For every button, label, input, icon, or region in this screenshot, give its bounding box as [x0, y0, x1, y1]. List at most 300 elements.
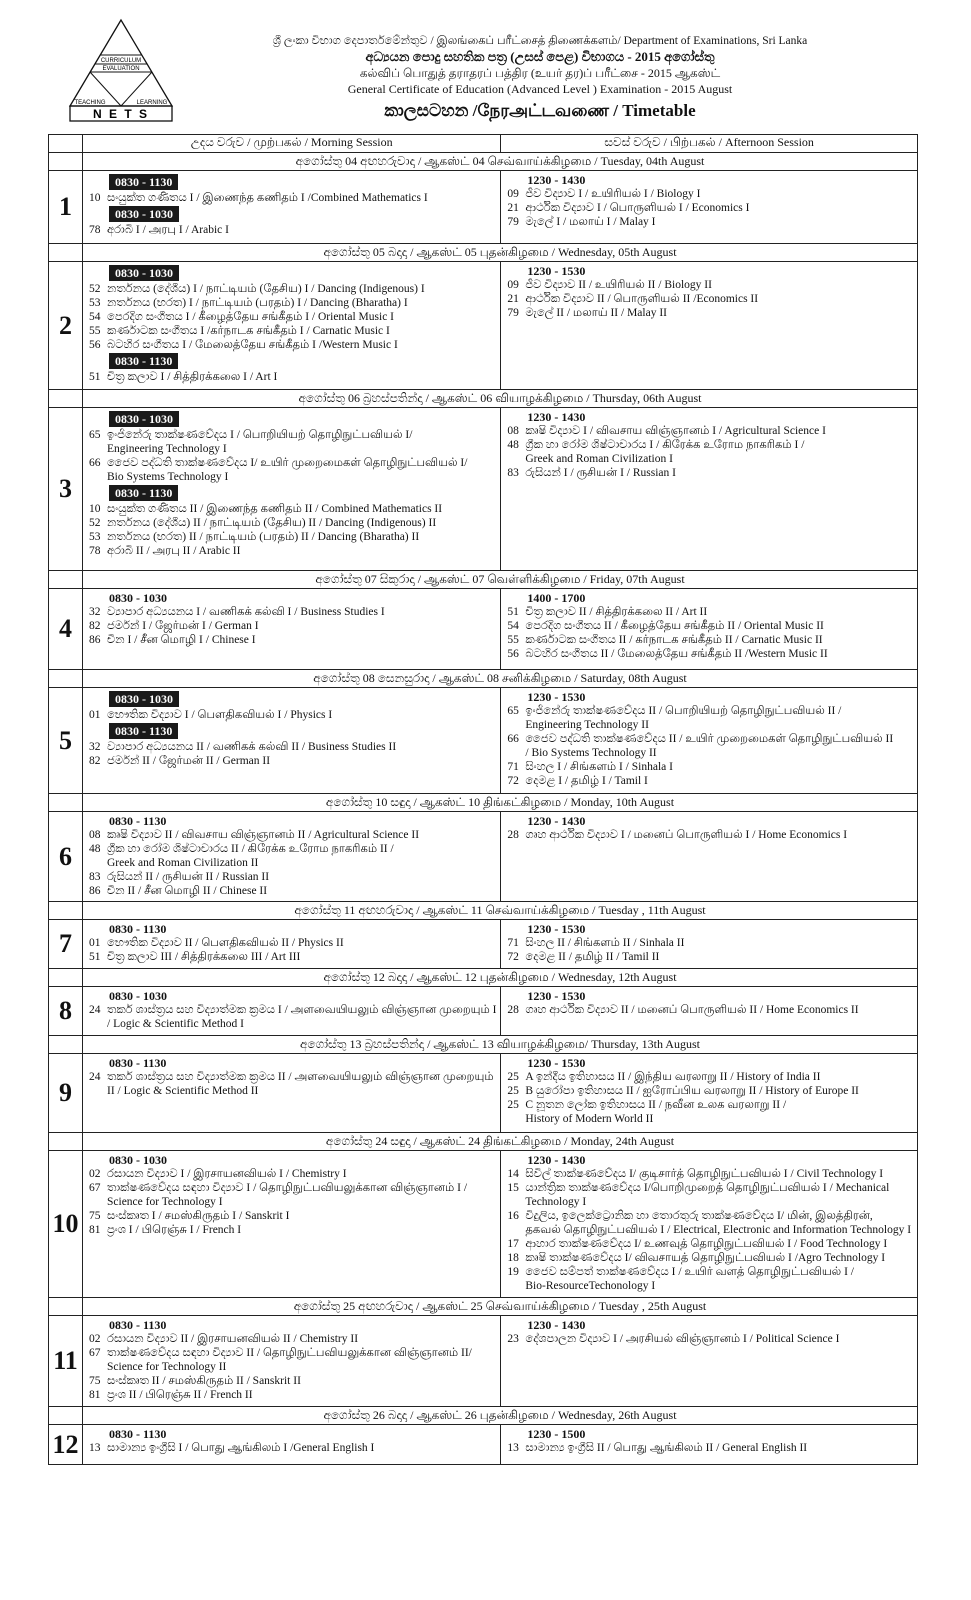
afternoon-session-content: [501, 171, 917, 231]
subject-code: 56: [89, 339, 101, 351]
subject-name: චිත්‍ර කලාව II / சித்திரக்கலை II / Art II: [525, 606, 708, 618]
subject-name: භෞතික විද්‍යාව I / பௌதிகவியல் I / Physics I: [107, 709, 333, 721]
subject-code: 67: [89, 1182, 101, 1194]
subject-name: ගෘහ ආර්ථික විද්‍යාව II / மனைப் பொருளியல் II / Home Economics II: [525, 1004, 859, 1016]
subject-item: [501, 1332, 915, 1346]
afternoon-session-content: [501, 688, 917, 790]
date-row: [49, 670, 918, 688]
afternoon-session-cell: [501, 589, 918, 670]
subject-code: 71: [507, 937, 519, 949]
subject-name: ග්‍රීක හා රෝම ශිෂ්ටාචාරය I / கிரேக்க உரோம நாகரிகம் I /: [525, 439, 805, 451]
blank-cell: [49, 902, 83, 920]
subject-item: [83, 1084, 498, 1098]
morning-session-content: [83, 1425, 500, 1457]
morning-session-header: උදය වරුව / முற்பகல் / Morning Session: [83, 135, 501, 153]
subject-name: සංයුක්ත ගණිතය II / இணைந்த கணிதம் II / Combined Mathematics II: [107, 503, 443, 515]
exam-date: අගෝස්තු 10 සඳුදා / ஆகஸ்ட் 10 திங்கட்கிழமை / Monday, 10th August: [83, 794, 918, 812]
subject-code: 82: [89, 755, 101, 767]
session-time-wrap: [83, 410, 498, 428]
subject-code: 71: [507, 761, 519, 773]
subject-name: රුසියන් I / ருசியன் I / Russian I: [525, 467, 676, 479]
date-row: [49, 969, 918, 987]
morning-session-content: [83, 1054, 500, 1100]
blank-cell: [49, 1036, 83, 1054]
session-time: 0830 - 1030: [109, 265, 179, 281]
session-time: 1230 - 1500: [527, 1427, 586, 1441]
subject-name: සංයුක්ත ගණිතය I / இணைந்த கணிதம் I /Combined Mathematics I: [107, 192, 428, 204]
subject-name: ජර්මන් I / ஜேர்மன் I / German I: [107, 620, 259, 632]
afternoon-session-content: [501, 589, 917, 663]
subject-item: [83, 502, 498, 516]
subject-item: [501, 1265, 915, 1279]
afternoon-session-content: [501, 1054, 917, 1128]
session-time: 1230 - 1430: [527, 173, 586, 187]
subject-code: 09: [507, 188, 519, 200]
afternoon-session-content: [501, 408, 917, 482]
subject-name: ව්‍යාපාර අධ්‍යයනය I / வணிகக் கல்வி I / Business Studies I: [107, 606, 385, 618]
subject-code: 55: [507, 634, 519, 646]
morning-session-content: [83, 920, 500, 966]
blank-cell: [49, 1407, 83, 1425]
exam-day-row: [49, 1316, 918, 1407]
subject-code: 81: [89, 1224, 101, 1236]
blank-cell: [49, 670, 83, 688]
subject-name: දේශපාලන විද්‍යාව I / அரசியல் விஞ்ஞானம் I / Political Science I: [525, 1333, 840, 1345]
subject-code: 52: [89, 517, 101, 529]
blank-cell: [49, 571, 83, 589]
subject-name: කර්ණාටක සංගීතය I /கர்நாடக சங்கீதம் I / Carnatic Music I: [107, 325, 390, 337]
subject-name: රසායන විද්‍යාව I / இரசாயனவியல் I / Chemistry I: [107, 1168, 347, 1180]
afternoon-session-cell: [501, 408, 918, 571]
subject-name: Technology I: [525, 1196, 587, 1208]
subject-item: [501, 1070, 915, 1084]
day-number: 7: [49, 920, 83, 969]
session-time-wrap: [83, 205, 498, 223]
session-time: 0830 - 1130: [109, 1056, 167, 1070]
subject-name: නර්තනය (භරත) II / நாட்டியம் (பரதம்) II / Dancing (Bharatha) II: [107, 531, 420, 543]
subject-item: [501, 1112, 915, 1126]
exam-day-row: [49, 812, 918, 902]
subject-item: [83, 842, 498, 856]
exam-day-row: [49, 1054, 918, 1133]
morning-session-cell: [83, 1151, 501, 1298]
subject-code: 66: [89, 457, 101, 469]
subject-item: [83, 428, 498, 442]
exam-date: අගෝස්තු 12 බදාදා / ஆகஸ்ட் 12 புதன்கிழமை / Wednesday, 12th August: [83, 969, 918, 987]
subject-item: [501, 1098, 915, 1112]
subject-code: 51: [89, 371, 101, 383]
subject-item: [501, 201, 915, 215]
subject-name: ආර්ථික විද්‍යාව II / பொருளியல் II /Economics II: [525, 293, 759, 305]
afternoon-session-cell: [501, 1151, 918, 1298]
subject-name: පෙරදිග සංගීතය I / கீழைத்தேய சங்கீதம் I / Oriental Music I: [107, 311, 395, 323]
subject-code: 51: [507, 606, 519, 618]
subject-item: [83, 1181, 498, 1195]
subject-code: 82: [89, 620, 101, 632]
subject-code: 55: [89, 325, 101, 337]
date-row: [49, 1407, 918, 1425]
session-time: 1230 - 1530: [527, 690, 586, 704]
session-time: 0830 - 1130: [109, 1318, 167, 1332]
morning-session-cell: [83, 688, 501, 794]
subject-code: 86: [89, 634, 101, 646]
subject-code: 10: [89, 503, 101, 515]
subject-name: Bio Systems Technology I: [107, 471, 229, 483]
session-time: 0830 - 1130: [109, 1427, 167, 1441]
exam-date: අගෝස්තු 25 අඟහරුවාදා / ஆகஸ்ட் 25 செவ்வாய்க்கிழமை / Tuesday , 25th August: [83, 1298, 918, 1316]
session-time-wrap: [83, 173, 498, 191]
blank-cell: [49, 969, 83, 987]
exam-day-row: [49, 408, 918, 571]
subject-name: බටහිර සංගීතය II / மேலைத்தேய சங்கீதம் II /Western Music II: [525, 648, 828, 660]
subject-item: [83, 1374, 498, 1388]
session-time: 0830 - 1130: [109, 814, 167, 828]
subject-item: [501, 292, 915, 306]
subject-code: 72: [507, 775, 519, 787]
subject-name: ආර්ථික විද්‍යාව I / பொருளியல் I / Economics I: [525, 202, 750, 214]
subject-name: රුසියන් II / ருசியன் II / Russian II: [107, 871, 270, 883]
subject-name: සාමාන්‍ය ඉංග්‍රීසි II / பொது ஆங்கிலம் II / General English II: [525, 1442, 808, 1454]
subject-name: සිංහල I / சிங்களம் I / Sinhala I: [525, 761, 673, 773]
subject-item: [83, 828, 498, 842]
subject-name: ජෛව පද්ධති තාක්ෂණවේදය II / உயிர் முறைமைகள் தொழிநுட்பவியல் II: [525, 733, 894, 745]
subject-item: [83, 1003, 498, 1017]
subject-code: 72: [507, 951, 519, 963]
afternoon-session-content: [501, 1425, 917, 1457]
timetable-title: කාලසටහන /நேரஅட்டவணை / Timetable: [384, 101, 696, 120]
subject-code: 25: [507, 1099, 519, 1111]
afternoon-session-content: [501, 812, 917, 844]
day-number: 8: [49, 987, 83, 1036]
subject-code: 28: [507, 1004, 519, 1016]
subject-name: චීන II / சீன மொழி II / Chinese II: [107, 885, 268, 897]
session-time: 1400 - 1700: [527, 591, 586, 605]
subject-item: [83, 754, 498, 768]
subject-code: 83: [89, 871, 101, 883]
svg-text:LEARNING: LEARNING: [136, 100, 168, 106]
subject-code: 18: [507, 1252, 519, 1264]
subject-name: ව්‍යාපාර අධ්‍යයනය II / வணிகக் கல்வி II / Business Studies II: [107, 741, 397, 753]
session-time: 1230 - 1430: [527, 1153, 586, 1167]
morning-session-cell: [83, 1425, 501, 1465]
subject-name: රසායන විද්‍යාව II / இரசாயனவியல் II / Chemistry II: [107, 1333, 359, 1345]
subject-code: 81: [89, 1389, 101, 1401]
subject-name: A ඉන්දීය ඉතිහාසය II / இந்திய வரலாறு II / History of India II: [525, 1071, 821, 1083]
exam-day-row: [49, 1425, 918, 1465]
subject-item: [501, 1279, 915, 1293]
subject-code: 14: [507, 1168, 519, 1180]
subject-code: 78: [89, 545, 101, 557]
subject-item: [501, 1209, 915, 1223]
date-row: [49, 153, 918, 171]
subject-name: කෘෂි තාක්ෂණවේදය I/ விவசாயத் தொழிநுட்பவியல் I /Agro Technology I: [525, 1252, 886, 1264]
subject-code: 56: [507, 648, 519, 660]
subject-code: 21: [507, 293, 519, 305]
exam-day-row: [49, 589, 918, 670]
subject-item: [83, 1167, 498, 1181]
subject-code: 01: [89, 937, 101, 949]
subject-code: 25: [507, 1085, 519, 1097]
afternoon-session-cell: [501, 812, 918, 902]
subject-item: [501, 605, 915, 619]
subject-name: ඉංජිනේරු තාක්ෂණවේදය II / பொறியியற் தொழிநுட்பவியல் II /: [525, 705, 842, 717]
subject-item: [501, 1223, 915, 1237]
morning-session-content: [83, 262, 500, 386]
subject-item: [501, 466, 915, 480]
subject-item: [501, 746, 915, 760]
subject-code: 86: [89, 885, 101, 897]
subject-name: චිත්‍ර කලාව III / சித்திரக்கலை III / Art III: [107, 951, 301, 963]
subject-name: දෙමළ II / தமிழ் II / Tamil II: [525, 951, 660, 963]
morning-session-content: [83, 408, 500, 560]
subject-item: [83, 324, 498, 338]
exam-date: අගෝස්තු 11 අඟහරුවාදා / ஆகஸ்ட் 11 செவ்வாய்க்கிழமை / Tuesday , 11th August: [83, 902, 918, 920]
subject-item: [83, 456, 498, 470]
subject-name: නර්තනය (දේශීය) II / நாட்டியம் (தேசிய) II / Dancing (Indigenous) II: [107, 517, 437, 529]
subject-item: [501, 936, 915, 950]
subject-item: [83, 884, 498, 898]
subject-name: ජෛව සම්පත් තාක්ෂණවේදය I / உயிர் வளத் தொழிநுட்பவியல் I /: [525, 1266, 855, 1278]
subject-name: බටහිර සංගීතය I / மேலைத்தேய சங்கீதம் I /Western Music I: [107, 339, 398, 351]
subject-name: මැලේ II / மலாய் II / Malay II: [525, 307, 667, 319]
subject-item: [83, 740, 498, 754]
subject-item: [83, 605, 498, 619]
subject-name: / Logic & Scientific Method I: [107, 1018, 245, 1030]
subject-name: නර්තනය (භරත) I / நாட்டியம் (பரதம்) I / Dancing (Bharatha) I: [107, 297, 408, 309]
subject-code: 83: [507, 467, 519, 479]
subject-item: [83, 338, 498, 352]
afternoon-session-cell: [501, 1425, 918, 1465]
subject-code: 21: [507, 202, 519, 214]
subject-item: [83, 470, 498, 484]
subject-name: කෘෂි විද්‍යාව I / விவசாய விஞ்ஞானம் I / Agricultural Science I: [525, 425, 826, 437]
morning-session-cell: [83, 408, 501, 571]
date-row: [49, 390, 918, 408]
subject-item: [501, 1441, 915, 1455]
morning-session-content: [83, 1151, 500, 1239]
subject-code: 16: [507, 1210, 519, 1222]
subject-name: අරාබි I / அரபு I / Arabic I: [107, 224, 229, 236]
subject-item: [501, 452, 915, 466]
exam-title-english: General Certificate of Education (Advanced Level ) Examination - 2015 August: [347, 82, 733, 96]
date-row: [49, 1036, 918, 1054]
day-number: 12: [49, 1425, 83, 1465]
blank-cell: [49, 1298, 83, 1316]
nets-logo: [66, 18, 176, 123]
session-time: 1230 - 1530: [527, 264, 586, 278]
subject-item: [501, 438, 915, 452]
subject-code: 65: [89, 429, 101, 441]
subject-item: [501, 718, 915, 732]
subject-name: Science for Technology II: [107, 1361, 227, 1373]
day-number: 9: [49, 1054, 83, 1133]
subject-name: ප්‍රංශ II / பிரெஞ்சு II / French II: [107, 1389, 253, 1401]
exam-day-row: [49, 262, 918, 390]
subject-item: [501, 306, 915, 320]
subject-item: [83, 1017, 498, 1031]
exam-title-sinhala: අධ්‍යයන පොදු සහතික පත්‍ර (උසස් පෙළ) විභාගය - 2015 අගෝස්තු: [365, 49, 715, 64]
subject-name: Science for Technology I: [107, 1196, 223, 1208]
subject-code: 15: [507, 1182, 519, 1194]
subject-name: ප්‍රංශ I / பிரெஞ்சு I / French I: [107, 1224, 242, 1236]
subject-item: [501, 1181, 915, 1195]
svg-text:CURRICULUM: CURRICULUM: [100, 58, 142, 64]
subject-code: 25: [507, 1071, 519, 1083]
morning-session-cell: [83, 920, 501, 969]
subject-code: 02: [89, 1333, 101, 1345]
subject-item: [501, 828, 915, 842]
subject-item: [83, 1441, 498, 1455]
subject-code: 75: [89, 1210, 101, 1222]
subject-code: 32: [89, 741, 101, 753]
day-number: 6: [49, 812, 83, 902]
date-row: [49, 1298, 918, 1316]
subject-name: / Bio Systems Technology II: [525, 747, 657, 759]
subject-item: [501, 1084, 915, 1098]
day-number: 11: [49, 1316, 83, 1407]
blank-cell: [49, 794, 83, 812]
subject-name: Engineering Technology I: [107, 443, 227, 455]
morning-session-content: [83, 688, 500, 770]
day-number: 3: [49, 408, 83, 571]
subject-name: මැලේ I / மலாய் I / Malay I: [525, 216, 656, 228]
subject-name: භෞතික විද්‍යාව II / பௌதிகவியல் II / Physics II: [107, 937, 344, 949]
subject-item: [83, 1332, 498, 1346]
session-time: 0830 - 1030: [109, 691, 179, 707]
date-row: [49, 1133, 918, 1151]
session-time: 0830 - 1030: [109, 989, 167, 1003]
subject-item: [83, 1209, 498, 1223]
subject-code: 48: [89, 843, 101, 855]
subject-item: [501, 732, 915, 746]
blank-cell: [49, 135, 83, 153]
subject-code: 08: [89, 829, 101, 841]
subject-code: 79: [507, 307, 519, 319]
morning-session-cell: [83, 1316, 501, 1407]
afternoon-session-cell: [501, 987, 918, 1036]
exam-date: අගෝස්තු 06 බ්‍රහස්පතින්දා / ஆகஸ்ட் 06 வியாழக்கிழமை / Thursday, 06th August: [83, 390, 918, 408]
blank-cell: [49, 153, 83, 171]
subject-item: [501, 950, 915, 964]
subject-item: [501, 1003, 915, 1017]
subject-item: [83, 708, 498, 722]
subject-name: චිත්‍ර කලාව I / சித்திரக்கலை I / Art I: [107, 371, 278, 383]
session-time: 0830 - 1030: [109, 206, 179, 222]
exam-day-row: [49, 1151, 918, 1298]
subject-code: 09: [507, 279, 519, 291]
svg-text:N E T S: N E T S: [92, 107, 150, 121]
subject-code: 48: [507, 439, 519, 451]
date-row: [49, 244, 918, 262]
subject-item: [83, 936, 498, 950]
afternoon-session-cell: [501, 171, 918, 244]
subject-code: 13: [89, 1442, 101, 1454]
session-time-wrap: [83, 722, 498, 740]
afternoon-session-cell: [501, 1054, 918, 1133]
subject-code: 24: [89, 1071, 101, 1083]
afternoon-session-content: [501, 1151, 917, 1295]
subject-name: කෘෂි විද්‍යාව II / விவசாய விஞ்ஞானம் II / Agricultural Science II: [107, 829, 420, 841]
exam-date: අගෝස්තු 24 සඳුදා / ஆகஸ்ட் 24 திங்கட்கிழமை / Monday, 24th August: [83, 1133, 918, 1151]
session-time: 0830 - 1130: [109, 723, 178, 739]
subject-name: නර්තනය (දේශීය) I / நாட்டியம் (தேசிய) I / Dancing (Indigenous) I: [107, 283, 425, 295]
session-time: 1230 - 1530: [527, 989, 586, 1003]
subject-name: History of Modern World II: [525, 1113, 654, 1125]
subject-code: 08: [507, 425, 519, 437]
subject-name: පෙරදිග සංගීතය II / கீழைத்தேய சங்கீதம் II / Oriental Music II: [525, 620, 824, 632]
afternoon-session-cell: [501, 688, 918, 794]
subject-code: 75: [89, 1375, 101, 1387]
subject-item: [501, 215, 915, 229]
subject-code: 65: [507, 705, 519, 717]
subject-code: 02: [89, 1168, 101, 1180]
day-number: 10: [49, 1151, 83, 1298]
subject-item: [83, 442, 498, 456]
subject-item: [83, 1195, 498, 1209]
subject-item: [83, 870, 498, 884]
exam-day-row: [49, 171, 918, 244]
afternoon-session-content: [501, 262, 917, 322]
morning-session-cell: [83, 262, 501, 390]
session-time: 0830 - 1030: [109, 1153, 167, 1167]
subject-name: ජර්මන් II / ஜேர்மன் II / German II: [107, 755, 271, 767]
afternoon-session-cell: [501, 262, 918, 390]
subject-item: [83, 370, 498, 384]
subject-name: තර්ක ශාස්ත්‍රය සහ විද්‍යාත්මක ක්‍රමය II / அளவையியலும் விஞ்ஞான முறையும்: [107, 1071, 494, 1083]
afternoon-session-content: [501, 1316, 917, 1348]
subject-code: 19: [507, 1266, 519, 1278]
svg-text:TEACHING: TEACHING: [74, 100, 106, 106]
subject-name: තාක්ෂණවේදය සඳහා විද්‍යාව I / தொழிநுட்பவியலுக்கான விஞ்ஞானம் I /: [107, 1182, 468, 1194]
subject-name: කර්ණාටක සංගීතය II / கர்நாடக சங்கீதம் II / Carnatic Music II: [525, 634, 823, 646]
blank-cell: [49, 1133, 83, 1151]
morning-session-content: [83, 1316, 500, 1404]
subject-name: ජීව විද්‍යාව II / உயிரியல் II / Biology II: [525, 279, 712, 291]
exam-title-tamil: கல்விப் பொதுத் தராதரப் பத்திர (உயர் தர)ப் பரீட்சை - 2015 ஆகஸ்ட்: [359, 66, 721, 80]
subject-code: 01: [89, 709, 101, 721]
morning-session-cell: [83, 1054, 501, 1133]
subject-item: [501, 704, 915, 718]
subject-name: B යුරෝපා ඉතිහාසය II / ஐரோப்பிய வரலாறு II / History of Europe II: [525, 1085, 859, 1097]
subject-item: [83, 856, 498, 870]
day-number: 4: [49, 589, 83, 670]
afternoon-session-cell: [501, 920, 918, 969]
subject-code: 79: [507, 216, 519, 228]
subject-name: දෙමළ I / தமிழ் I / Tamil I: [525, 775, 648, 787]
subject-name: C නූතන ලෝක ඉතිහාසය II / நவீன உலக வரலாறு II /: [525, 1099, 787, 1111]
subject-code: 78: [89, 224, 101, 236]
subject-name: යාන්ත්‍රික තාක්ෂණවේදය I/பொறிமுறைத் தொழிநுட்பவியல் I / Mechanical: [525, 1182, 890, 1194]
subject-item: [501, 1251, 915, 1265]
subject-name: தகவல் தொழிநுட்பவியல் I / Electrical, Electronic and Information Technology I: [525, 1224, 912, 1236]
afternoon-session-cell: [501, 1316, 918, 1407]
document-header: [190, 33, 890, 121]
subject-name: Greek and Roman Civilization I: [525, 453, 673, 465]
subject-code: 54: [89, 311, 101, 323]
subject-name: අරාබි II / அரபு II / Arabic II: [107, 545, 241, 557]
subject-name: තාක්ෂණවේදය සඳහා විද්‍යාව II / தொழிநுட்பவியலுக்கான விஞ்ஞானம் II/: [107, 1347, 472, 1359]
subject-item: [83, 282, 498, 296]
session-time: 0830 - 1130: [109, 353, 178, 369]
session-time: 1230 - 1430: [527, 814, 586, 828]
timetable: [48, 134, 918, 1465]
department-line: ශ්‍රී ලංකා විභාග දෙපාර්තමේන්තුව / இலங்கைப் பரீட்சைத் திணைக்களம்/ Department of Examinations, Sri Lanka: [272, 35, 808, 47]
subject-item: [83, 191, 498, 205]
subject-item: [83, 310, 498, 324]
morning-session-content: [83, 589, 500, 649]
subject-name: ගෘහ ආර්ථික විද්‍යාව I / மனைப் பொருளியல் I / Home Economics I: [525, 829, 848, 841]
afternoon-session-header: සවස් වරුව / பிற்பகல் / Afternoon Session: [501, 135, 918, 153]
